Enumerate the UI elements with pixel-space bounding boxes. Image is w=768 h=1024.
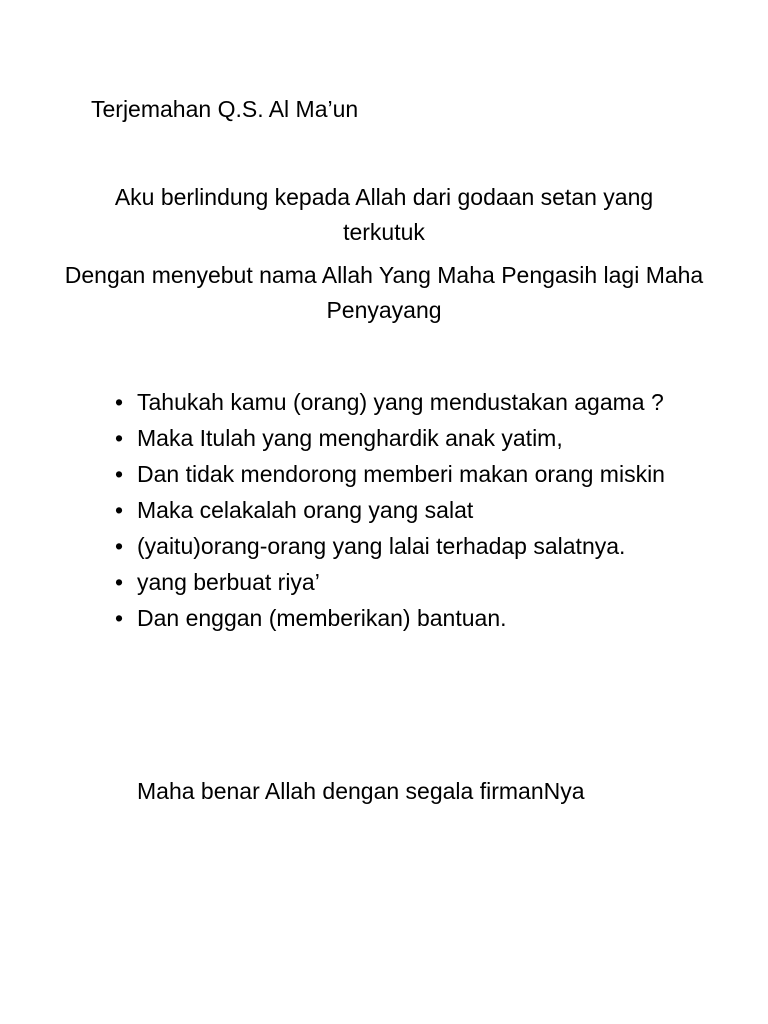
- verse-item-3: [0, 457, 677, 492]
- bullet-icon: •: [114, 569, 124, 595]
- verse-text-4: Maka celakalah orang yang salat: [137, 497, 474, 523]
- verse-text-5: (yaitu)orang-orang yang lalai terhadap salatnya.: [137, 533, 626, 559]
- verse-item-5: [0, 529, 677, 564]
- verse-text-1: Tahukah kamu (orang) yang mendustakan agama ?: [137, 389, 664, 415]
- verse-item-7: [0, 601, 677, 636]
- bullet-icon: •: [114, 497, 124, 523]
- verse-list: [0, 385, 768, 637]
- verse-text-3: Dan tidak mendorong memberi makan orang miskin: [137, 461, 665, 487]
- bullet-icon: •: [114, 533, 124, 559]
- basmalah-text: Dengan menyebut nama Allah Yang Maha Pengasih lagi Maha Penyayang: [64, 262, 704, 323]
- verse-text-2: Maka Itulah yang menghardik anak yatim,: [137, 425, 563, 451]
- taawudz-text: Aku berlindung kepada Allah dari godaan setan yang terkutuk: [114, 184, 654, 245]
- document-title: Terjemahan Q.S. Al Ma’un: [91, 96, 359, 122]
- verse-text-6: yang berbuat riya’: [137, 569, 320, 595]
- verse-item-2: [0, 421, 677, 456]
- closing-text: Maha benar Allah dengan segala firmanNya: [137, 778, 585, 804]
- bullet-icon: •: [114, 605, 124, 631]
- verse-item-6: [0, 565, 677, 600]
- bullet-icon: •: [114, 389, 124, 415]
- verse-item-4: [0, 493, 677, 528]
- bullet-icon: •: [114, 461, 124, 487]
- verse-item-1: [0, 385, 677, 420]
- bullet-icon: •: [114, 425, 124, 451]
- verse-text-7: Dan enggan (memberikan) bantuan.: [137, 605, 507, 631]
